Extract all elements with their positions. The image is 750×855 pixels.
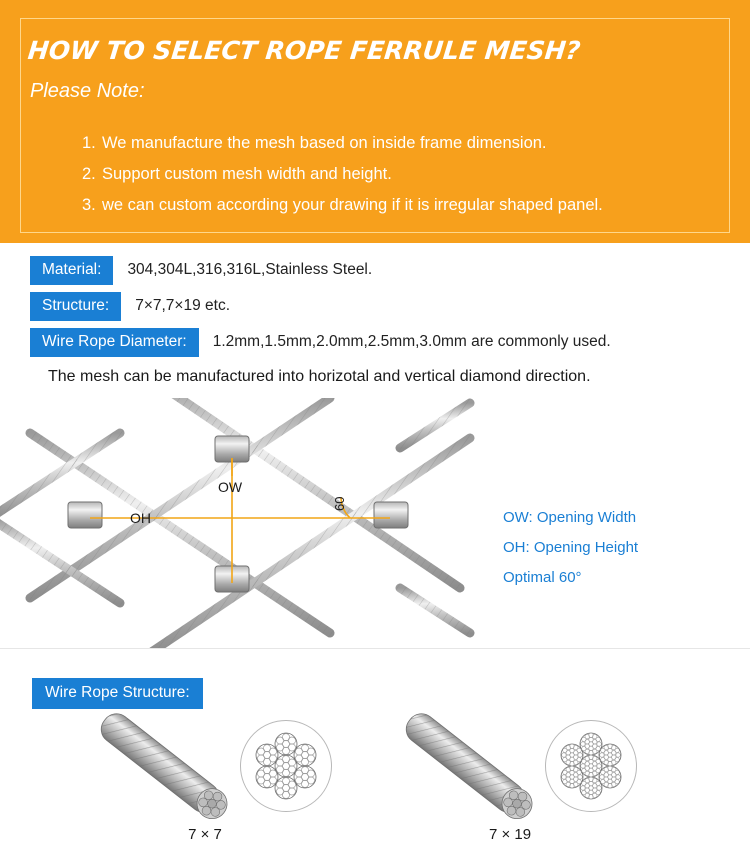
mesh-direction-note: The mesh can be manufactured into horizotal and vertical diamond direction. xyxy=(48,368,591,385)
spec-row-wire-rope-diameter xyxy=(30,328,611,357)
note-text: We manufacture the mesh based on inside frame dimension. xyxy=(102,134,547,152)
spec-label: Wire Rope Diameter: xyxy=(30,328,199,357)
angle-label: 60 xyxy=(332,496,347,511)
spec-value: 1.2mm,1.5mm,2.0mm,2.5mm,3.0mm are commonly used. xyxy=(212,333,611,351)
spec-row-material xyxy=(30,256,372,285)
note-list xyxy=(82,128,702,221)
header-banner xyxy=(0,0,750,243)
diagram-legend xyxy=(503,503,638,593)
note-text: we can custom according your drawing if it is irregular shaped panel. xyxy=(102,196,603,214)
cross-section-7x19-icon xyxy=(546,721,636,811)
section-divider xyxy=(0,648,750,649)
mesh-diagram xyxy=(0,398,750,648)
spec-value: 304,304L,316,316L,Stainless Steel. xyxy=(127,261,373,279)
list-item xyxy=(82,159,702,190)
page-title: HOW TO SELECT ROPE FERRULE MESH? xyxy=(26,36,582,65)
legend-item-oh: OH: Opening Height xyxy=(503,539,639,556)
spec-label: Material: xyxy=(30,256,113,285)
spec-row-structure xyxy=(30,292,230,321)
rope-caption-7x7: 7 × 7 xyxy=(188,826,222,843)
legend-item-angle: Optimal 60° xyxy=(503,569,582,586)
legend-item-ow: OW: Opening Width xyxy=(503,509,637,526)
note-text: Support custom mesh width and height. xyxy=(102,165,392,183)
note-number: 2. xyxy=(82,165,96,183)
ow-label: OW xyxy=(218,479,243,495)
rope-photo-7x7-icon xyxy=(80,706,240,821)
list-item xyxy=(82,190,702,221)
cross-section-7x19 xyxy=(545,720,637,812)
oh-label: OH xyxy=(130,510,151,526)
rope-sample-7x19 xyxy=(385,706,545,843)
list-item xyxy=(82,128,702,159)
rope-sample-7x7 xyxy=(80,706,240,843)
rope-caption-7x19: 7 × 19 xyxy=(488,826,532,843)
note-number: 3. xyxy=(82,196,96,214)
rope-photo-7x19-icon xyxy=(385,706,545,821)
spec-value: 7×7,7×19 etc. xyxy=(135,297,231,315)
spec-label: Structure: xyxy=(30,292,121,321)
note-number: 1. xyxy=(82,134,96,152)
please-note-label: Please Note: xyxy=(30,80,145,102)
cross-section-7x7 xyxy=(240,720,332,812)
cross-section-7x7-icon xyxy=(241,721,331,811)
wire-rope-structure-label: Wire Rope Structure: xyxy=(32,678,203,709)
